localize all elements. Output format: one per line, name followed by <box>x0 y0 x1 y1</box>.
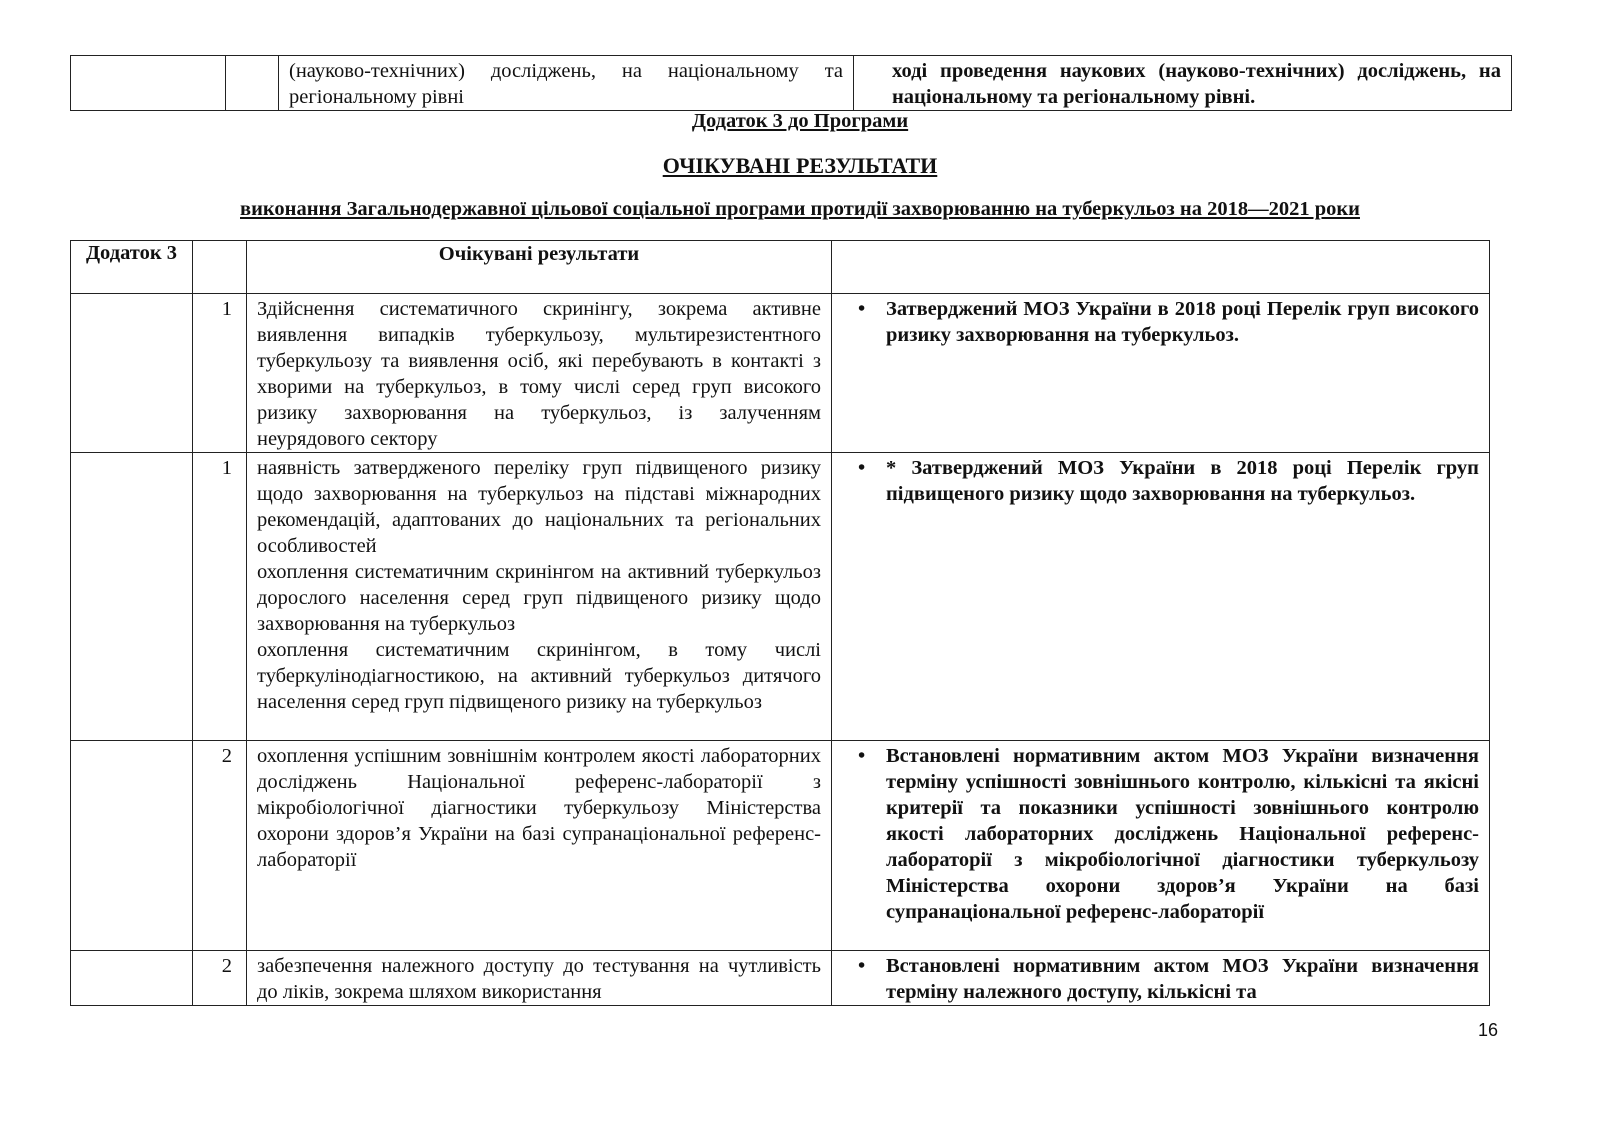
header-expected-results: Очікувані результати <box>247 241 832 294</box>
expected-line: охоплення систематичним скринінгом, в тому числі туберкулінодіагностикою, на активний туберкульоз дитячого населення серед груп підвищеного ризику на туберкульоз <box>257 639 821 713</box>
table-row <box>71 453 1490 741</box>
row-appendix-cell <box>71 951 193 1006</box>
prev-cell-4: ході проведення наукових (науково-технічних) досліджень, на національному та регіональному рівні. <box>854 56 1512 111</box>
row-appendix-cell <box>71 741 193 951</box>
table-header-row <box>71 241 1490 294</box>
row-number: 2 <box>193 741 247 951</box>
result-bullet: • Встановлені нормативним актом МОЗ України визначення терміну успішності зовнішнього контролю, кількісні та якісні критерії та показники успішності зовнішнього контролю якості лабораторних досліджень Національної референс-лабораторії з мікробіологічної діагностики туберкульозу Міністерства охорони здоров’я України на базі супранаціональної референс-лабораторії <box>858 743 1479 925</box>
result-bullet: • Встановлені нормативним актом МОЗ України визначення терміну належного доступу, кількісні та <box>858 953 1479 1005</box>
expected-line: наявність затвердженого переліку груп підвищеного ризику щодо захворювання на туберкульоз на підставі міжнародних рекомендацій, адаптованих до національних та регіональних особливостей <box>257 457 821 557</box>
header-number <box>193 241 247 294</box>
appendix-label: Додаток 3 до Програми <box>691 110 909 132</box>
row-expected: Здійснення систематичного скринінгу, зокрема активне виявлення випадків туберкульозу, мультирезистентного туберкульозу та виявлення осіб, які перебувають в контакті з хворими на туберкульоз, в тому числі серед груп високого ризику захворювання на туберкульоз, із залученням неурядового сектору <box>247 294 832 453</box>
table-row <box>71 294 1490 453</box>
row-result-cell <box>832 951 1490 1006</box>
table-row <box>71 56 1512 111</box>
prev-cell-1 <box>71 56 226 111</box>
page-subtitle: виконання Загальнодержавної цільової соціальної програми протидії захворюванню на туберкульоз на 2018—2021 роки <box>240 198 1360 220</box>
row-expected <box>247 453 832 741</box>
table-row <box>71 741 1490 951</box>
row-appendix-cell <box>71 453 193 741</box>
previous-table-continuation <box>70 55 1512 111</box>
prev-cell-3: (науково-технічних) досліджень, на національному та регіональному рівні <box>279 56 854 111</box>
page-title: ОЧІКУВАНІ РЕЗУЛЬТАТИ <box>662 153 938 178</box>
row-result-cell <box>832 741 1490 951</box>
row-number: 2 <box>193 951 247 1006</box>
row-result-cell <box>832 453 1490 741</box>
row-number: 1 <box>193 294 247 453</box>
header-appendix: Додаток 3 <box>71 241 193 294</box>
row-expected: забезпечення належного доступу до тестування на чутливість до ліків, зокрема шляхом використання <box>247 951 832 1006</box>
table-row <box>71 951 1490 1006</box>
header-results <box>832 241 1490 294</box>
row-result-cell <box>832 294 1490 453</box>
row-number: 1 <box>193 453 247 741</box>
result-bullet: • Затверджений МОЗ України в 2018 році Перелік груп високого ризику захворювання на туберкульоз. <box>858 296 1479 348</box>
expected-results-table <box>70 240 1490 1006</box>
row-appendix-cell <box>71 294 193 453</box>
prev-cell-2 <box>226 56 279 111</box>
result-bullet: • * Затверджений МОЗ України в 2018 році Перелік груп підвищеного ризику щодо захворювання на туберкульоз. <box>858 455 1479 507</box>
row-expected: охоплення успішним зовнішнім контролем якості лабораторних досліджень Національної референс-лабораторії з мікробіологічної діагностики туберкульозу Міністерства охорони здоров’я України на базі супранаціональної референс-лабораторії <box>247 741 832 951</box>
expected-line: охоплення систематичним скринінгом на активний туберкульоз дорослого населення серед груп підвищеного ризику щодо захворювання на туберкульоз <box>257 561 821 635</box>
page-number: 16 <box>1478 1020 1499 1040</box>
